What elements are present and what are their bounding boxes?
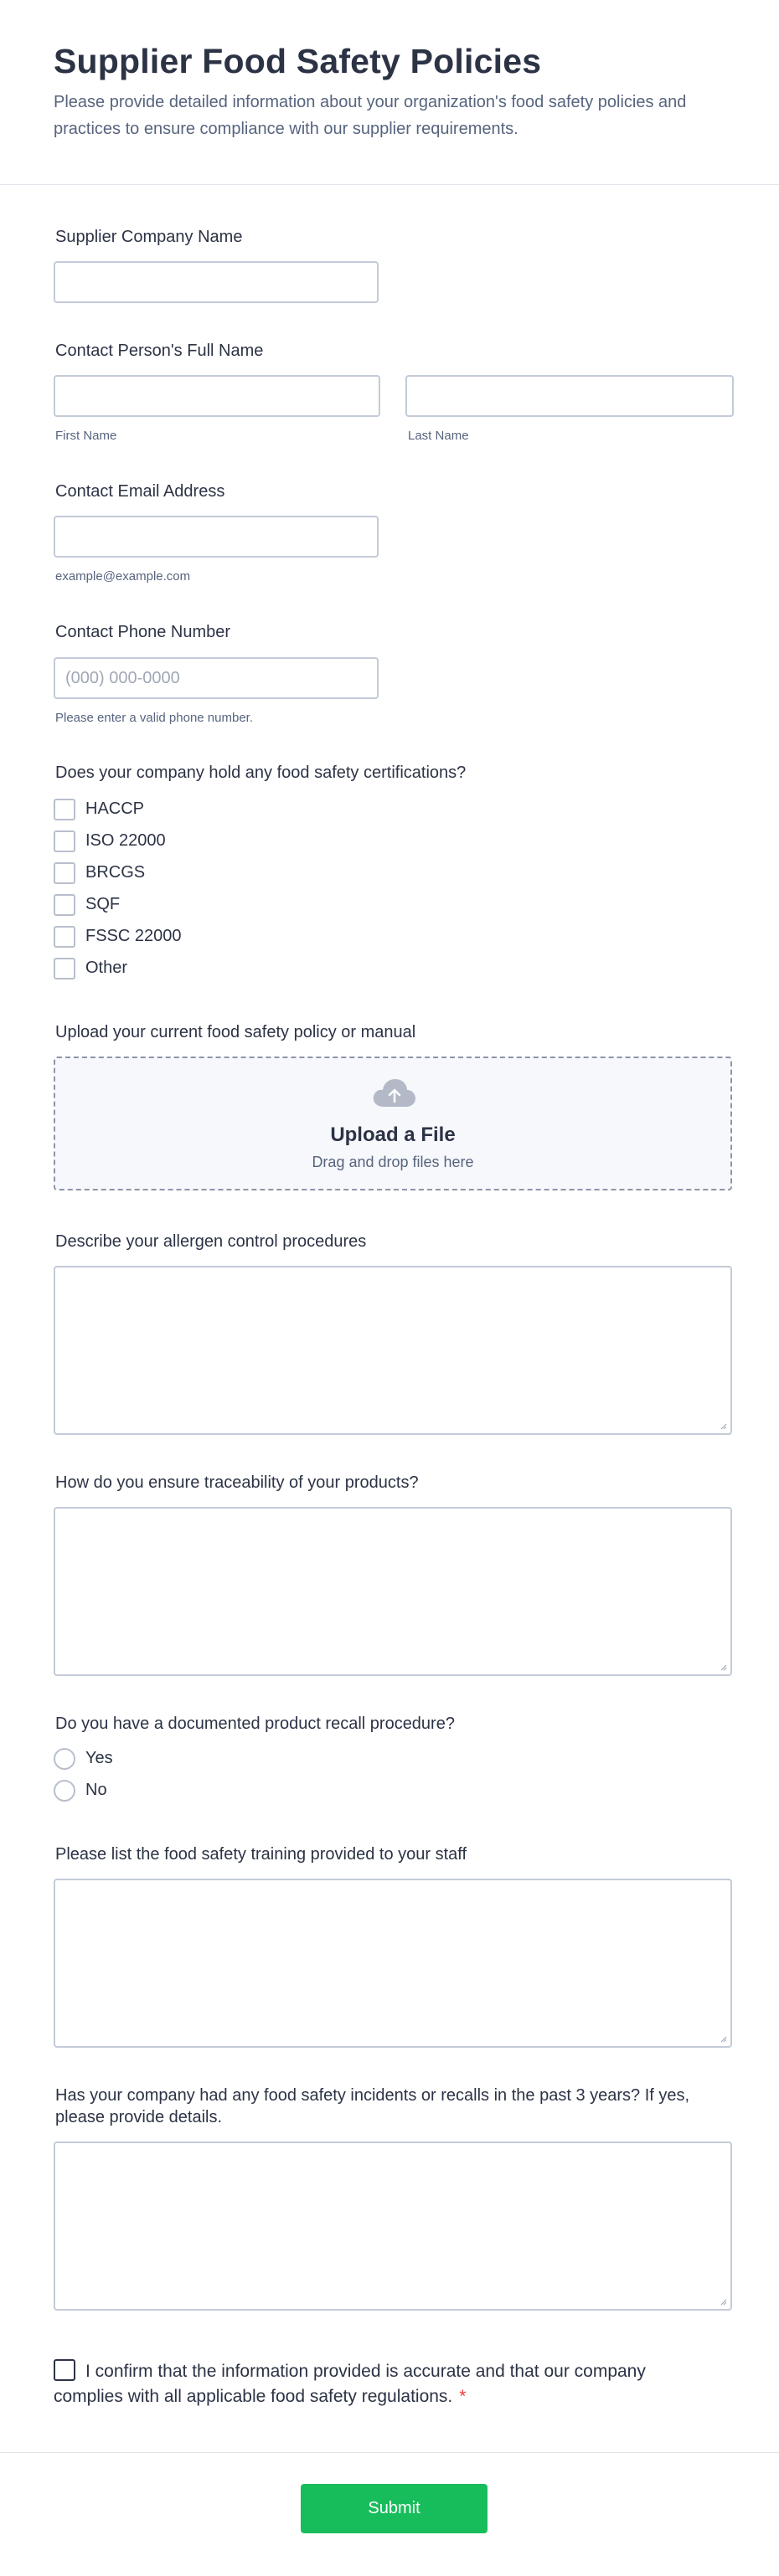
company-input[interactable] [54, 261, 379, 303]
allergen-label: Describe your allergen control procedures [55, 1232, 367, 1251]
upload-title: Upload a File [330, 1123, 456, 1146]
option-label: SQF [85, 895, 121, 913]
allergen-textarea[interactable] [54, 1266, 732, 1435]
resize-grip-icon[interactable] [719, 1663, 727, 1671]
option-label: BRCGS [85, 863, 146, 882]
footer-divider [0, 2452, 779, 2453]
allergen-field [55, 1231, 734, 1440]
confirm-text: I confirm that the information provided is accurate and that our company complies with all applicable food safety regulations. [54, 2362, 646, 2406]
last-name-input[interactable] [405, 375, 734, 417]
recall-label: Do you have a documented product recall procedure? [55, 1715, 455, 1733]
training-textarea[interactable] [54, 1879, 732, 2048]
radio-button[interactable] [54, 1748, 75, 1770]
recall-field [55, 1713, 734, 1805]
checkbox[interactable] [54, 799, 75, 820]
certifications-label: Does your company hold any food safety certifications? [55, 764, 467, 782]
contact-name-field [55, 340, 734, 449]
confirm-checkbox[interactable] [54, 2359, 75, 2381]
training-field [55, 1843, 734, 2053]
option-label: Other [85, 959, 128, 977]
confirm-checkbox-row[interactable] [54, 2359, 657, 2409]
upload-subtitle: Drag and drop files here [312, 1154, 474, 1170]
required-marker: * [459, 2387, 467, 2406]
submit-button[interactable]: Submit [301, 2484, 488, 2533]
traceability-label: How do you ensure traceability of your products? [55, 1473, 419, 1492]
option-label: No [85, 1781, 107, 1799]
checkbox[interactable] [54, 862, 75, 884]
upload-field [55, 1021, 734, 1197]
option-label: FSSC 22000 [85, 927, 182, 945]
option-label: HACCP [85, 800, 145, 818]
email-input[interactable] [54, 516, 379, 558]
first-name-input[interactable] [54, 375, 380, 417]
form-header [0, 0, 779, 185]
cloud-upload-icon [372, 1077, 417, 1108]
file-dropzone[interactable] [54, 1057, 732, 1190]
traceability-textarea[interactable] [54, 1507, 732, 1676]
company-field [55, 226, 734, 310]
upload-label: Upload your current food safety policy or manual [55, 1023, 416, 1041]
training-label: Please list the food safety training provided to your staff [55, 1845, 467, 1864]
phone-field [55, 621, 734, 730]
email-sublabel: example@example.com [55, 569, 191, 584]
certifications-field [55, 762, 734, 979]
radio-button[interactable] [54, 1780, 75, 1802]
email-label: Contact Email Address [55, 482, 225, 501]
email-field [55, 481, 734, 589]
phone-label: Contact Phone Number [55, 623, 231, 641]
phone-sublabel: Please enter a valid phone number. [55, 711, 253, 725]
incidents-textarea[interactable] [54, 2142, 732, 2311]
checkbox[interactable] [54, 894, 75, 916]
last-name-sublabel: Last Name [408, 429, 469, 443]
traceability-field [55, 1472, 734, 1681]
resize-grip-icon[interactable] [719, 2034, 727, 2043]
resize-grip-icon[interactable] [719, 1422, 727, 1430]
option-label: ISO 22000 [85, 831, 166, 850]
checkbox[interactable] [54, 926, 75, 948]
phone-placeholder: (000) 000-0000 [65, 669, 180, 687]
company-label: Supplier Company Name [55, 228, 243, 246]
option-label: Yes [85, 1749, 113, 1767]
form-subtitle: Please provide detailed information about your organization's food safety policies and practices to ensure compliance with our supplier requirements. [54, 93, 687, 138]
contact-name-label: Contact Person's Full Name [55, 342, 264, 360]
phone-input[interactable] [54, 657, 379, 699]
first-name-sublabel: First Name [55, 429, 117, 443]
checkbox[interactable] [54, 830, 75, 852]
checkbox[interactable] [54, 958, 75, 979]
incidents-field [55, 2085, 734, 2311]
incidents-label: Has your company had any food safety incidents or recalls in the past 3 years? If yes, please provide details. [55, 2086, 690, 2126]
form-title: Supplier Food Safety Policies [54, 42, 542, 80]
resize-grip-icon[interactable] [719, 2297, 727, 2306]
